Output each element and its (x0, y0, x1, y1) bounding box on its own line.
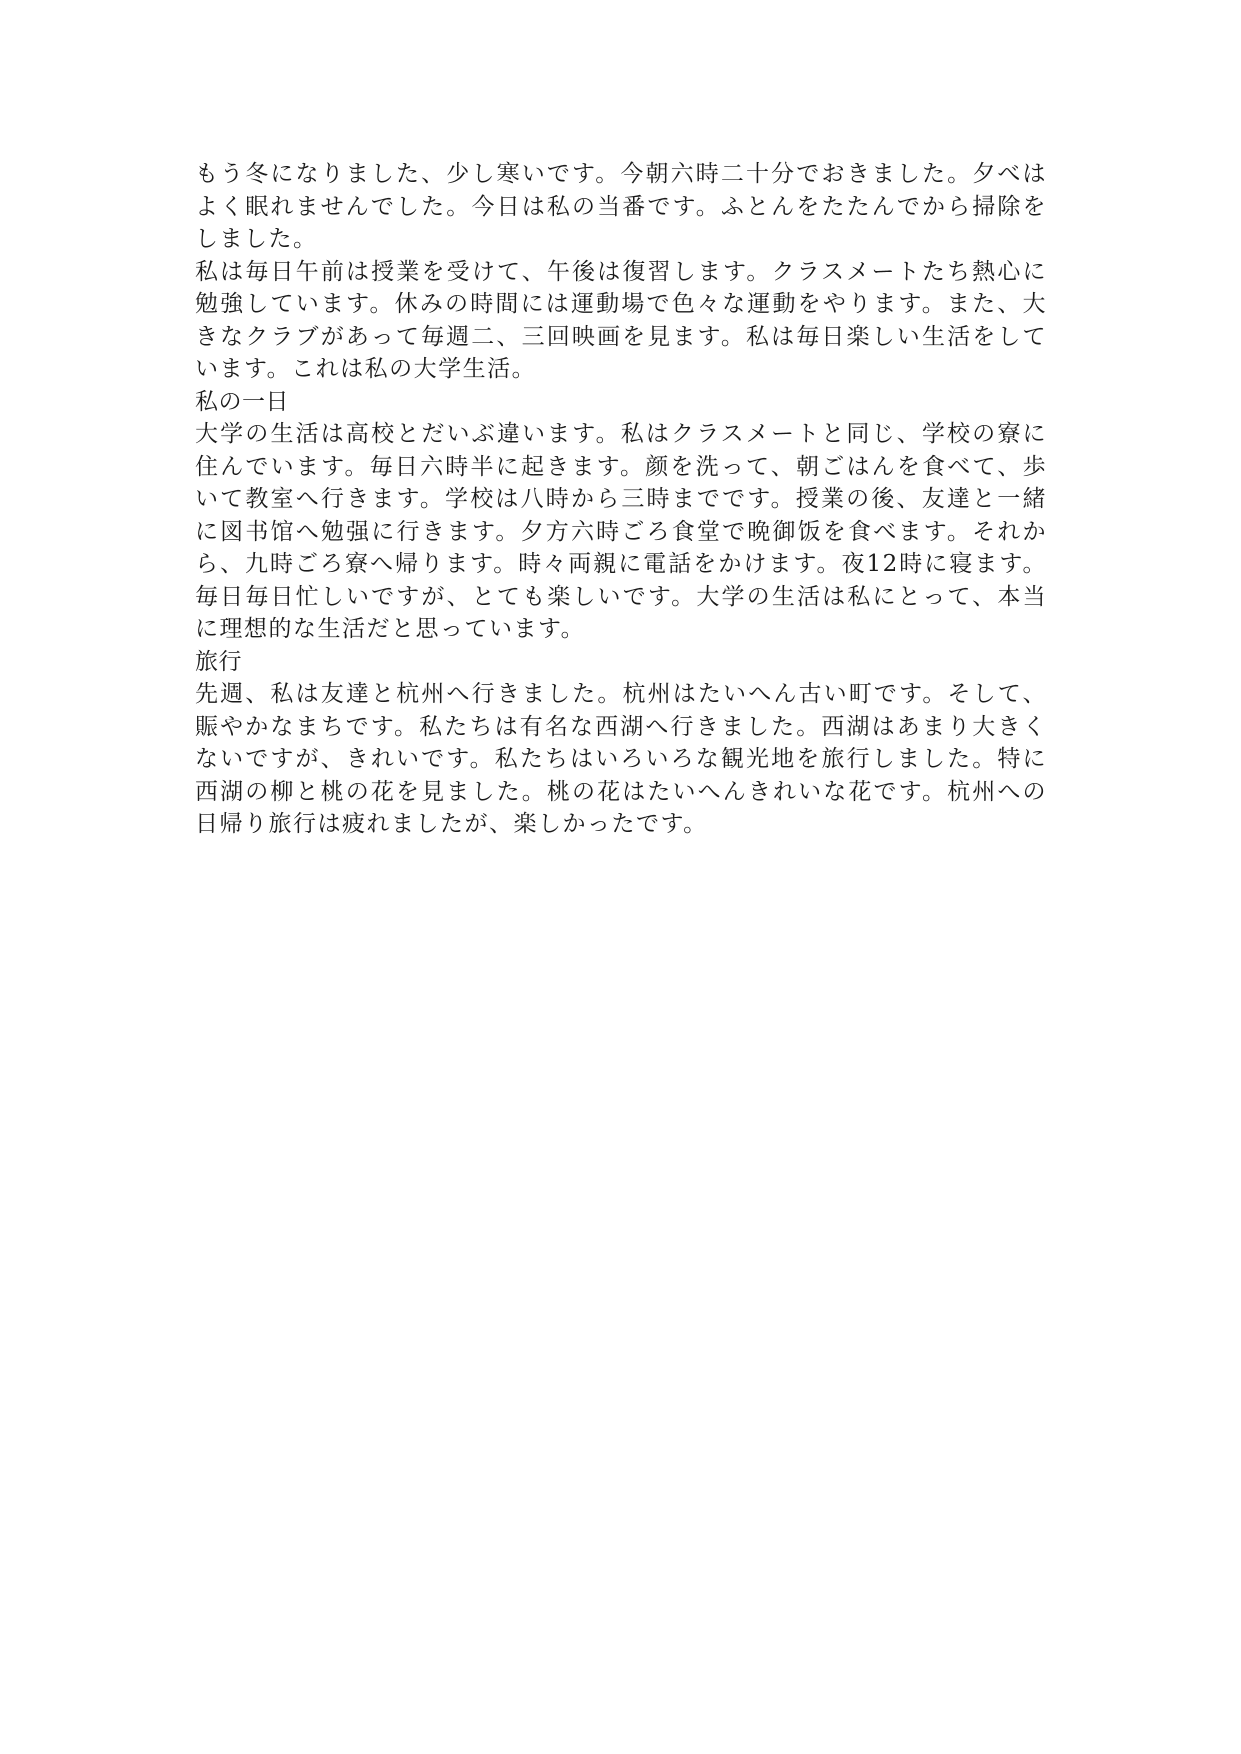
paragraph-travel: 先週、私は友達と杭州へ行きました。杭州はたいへん古い町です。そして、賑やかなまちです。私たちは有名な西湖へ行きました。西湖はあまり大きくないですが、きれいです。私たちはいろいろな観光地を旅行しました。特に西湖の柳と桃の花を見ました。桃の花はたいへんきれいな花です。杭州への日帰り旅行は疲れましたが、楽しかったです。 (195, 681, 1047, 837)
heading-my-day: 私の一日 (195, 388, 289, 415)
paragraph-my-day: 大学の生活は高校とだいぶ違います。私はクラスメートと同じ、学校の寮に住んでいます。毎日六時半に起きます。颜を洗って、朝ごはんを食べて、歩いて教室へ行きます。学校は八時から三時までです。授業の後、友達と一緒に図书馆へ勉强に行きます。夕方六時ごろ食堂で晩御饭を食べます。それから、九時ごろ寮へ帰ります。時々両親に電話をかけます。夜12時に寝ます。毎日毎日忙しいですが、とても楽しいです。大学の生活は私にとって、本当に理想的な生活だと思っています。 (195, 421, 1047, 642)
document-page (195, 158, 1047, 841)
heading-travel: 旅行 (195, 648, 242, 675)
paragraph-morning: もう冬になりました、少し寒いです。今朝六時二十分でおきました。夕べはよく眠れませんでした。今日は私の当番です。ふとんをたたんでから掃除をしました。 (195, 161, 1047, 252)
paragraph-university-life: 私は毎日午前は授業を受けて、午後は復習します。クラスメートたち熱心に勉強しています。休みの時間には運動場で色々な運動をやります。また、大きなクラブがあって毎週二、三回映画を見ます。私は毎日楽しい生活をしています。これは私の大学生活。 (195, 258, 1047, 382)
